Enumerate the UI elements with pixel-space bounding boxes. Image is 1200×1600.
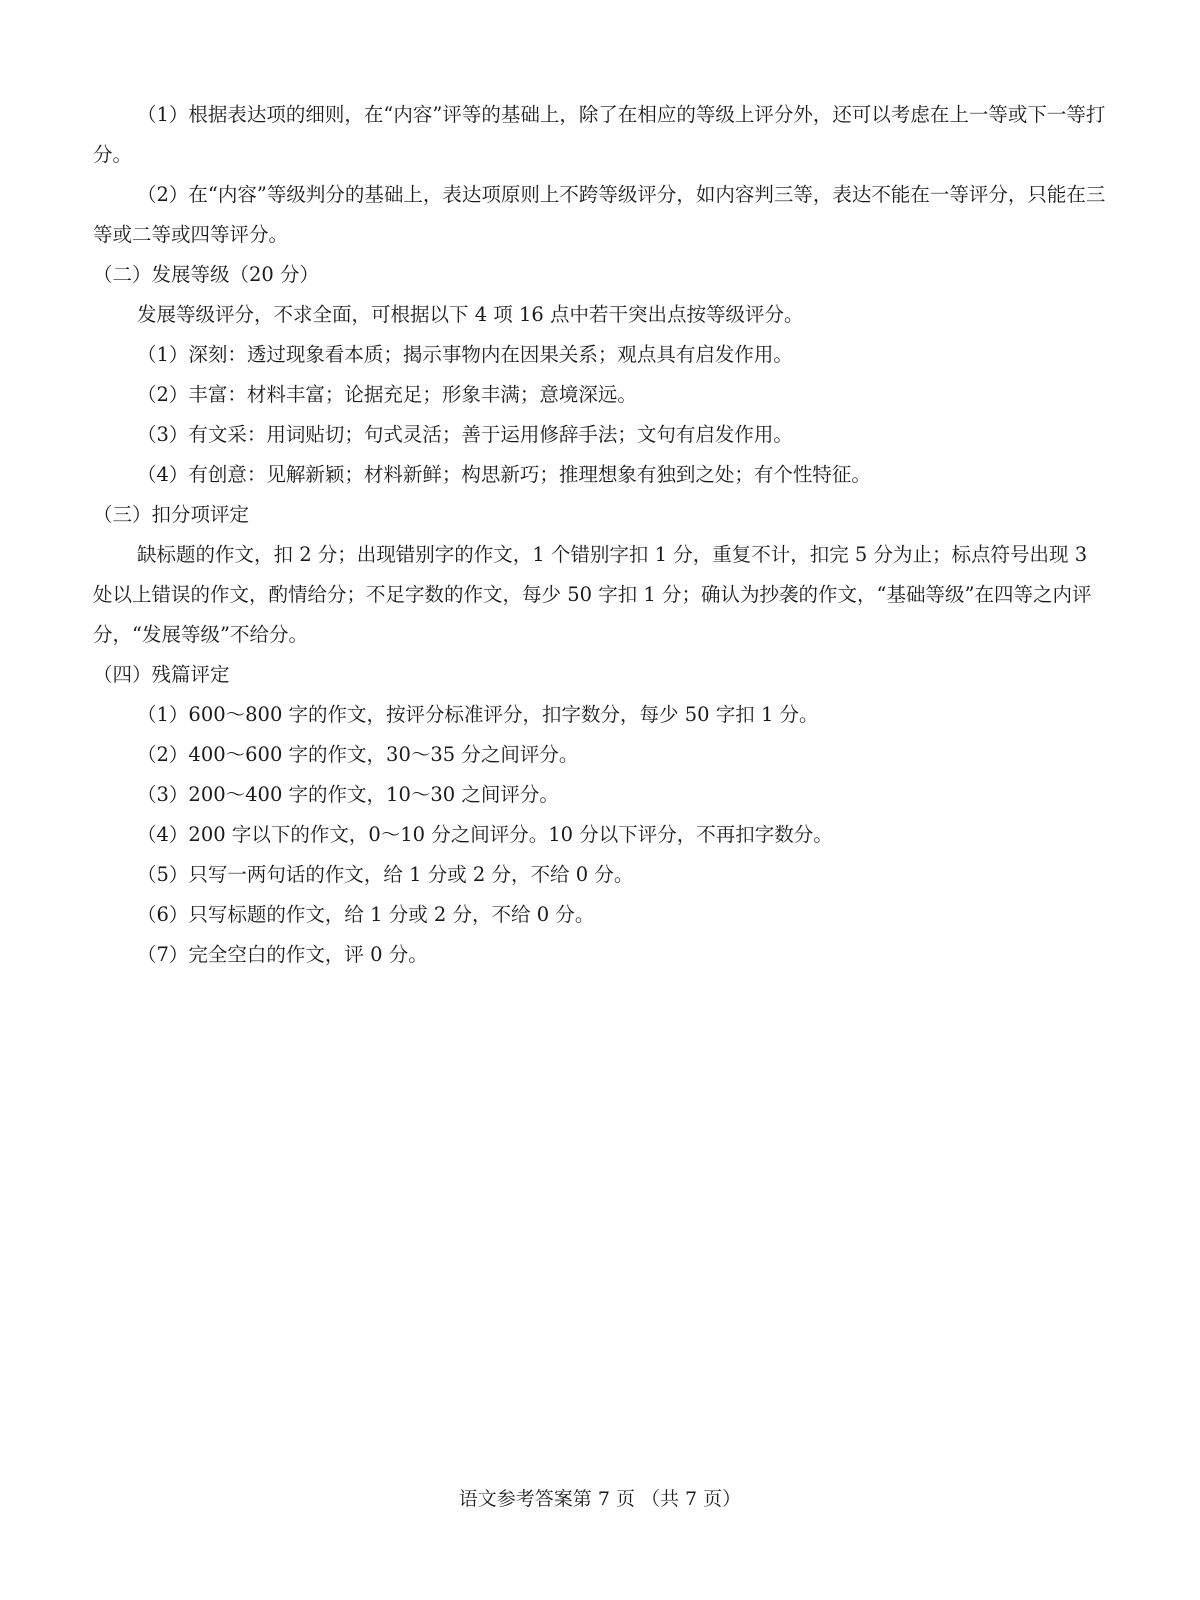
incomplete-item: （2）400～600 字的作文，30～35 分之间评分。 — [137, 743, 579, 766]
document-body — [93, 95, 1110, 975]
development-item: （4）有创意：见解新颖；材料新鲜；构思新巧；推理想象有独到之处；有个性特征。 — [137, 463, 871, 486]
paragraph-expression-rule-1: （1）根据表达项的细则，在“内容”评等的基础上，除了在相应的等级上评分外，还可以考虑在上一等或下一等打分。 — [93, 103, 1106, 166]
section-heading-incomplete: （四）残篇评定 — [93, 663, 230, 686]
development-item: （2）丰富：材料丰富；论据充足；形象丰满；意境深远。 — [137, 383, 637, 406]
incomplete-item: （4）200 字以下的作文，0～10 分之间评分。10 分以下评分，不再扣字数分。 — [137, 823, 833, 846]
incomplete-item: （1）600～800 字的作文，按评分标准评分，扣字数分，每少 50 字扣 1 分。 — [137, 703, 819, 726]
incomplete-item: （6）只写标题的作文，给 1 分或 2 分，不给 0 分。 — [137, 903, 595, 926]
incomplete-item: （3）200～400 字的作文，10～30 之间评分。 — [137, 783, 559, 806]
paragraph-expression-rule-2: （2）在“内容”等级判分的基础上，表达项原则上不跨等级评分，如内容判三等，表达不能在一等评分，只能在三等或二等或四等评分。 — [93, 183, 1106, 246]
development-item: （3）有文采：用词贴切；句式灵活；善于运用修辞手法；文句有启发作用。 — [137, 423, 793, 446]
incomplete-item: （7）完全空白的作文，评 0 分。 — [137, 943, 428, 966]
development-item: （1）深刻：透过现象看本质；揭示事物内在因果关系；观点具有启发作用。 — [137, 343, 793, 366]
development-intro: 发展等级评分，不求全面，可根据以下 4 项 16 点中若干突出点按等级评分。 — [137, 303, 804, 326]
page-footer: 语文参考答案第 7 页 （共 7 页） — [458, 1488, 742, 1510]
incomplete-item: （5）只写一两句话的作文，给 1 分或 2 分，不给 0 分。 — [137, 863, 634, 886]
deductions-text: 缺标题的作文，扣 2 分；出现错别字的作文，1 个错别字扣 1 分，重复不计，扣完 5 分为止；标点符号出现 3 处以上错误的作文，酌情给分；不足字数的作文，每少 50 字扣 1 分；确认为抄袭的作文，“基础等级”在四等之内评分，“发展等级”不给分。 — [93, 543, 1092, 646]
section-heading-development: （二）发展等级（20 分） — [93, 263, 320, 286]
section-heading-deductions: （三）扣分项评定 — [93, 503, 250, 526]
